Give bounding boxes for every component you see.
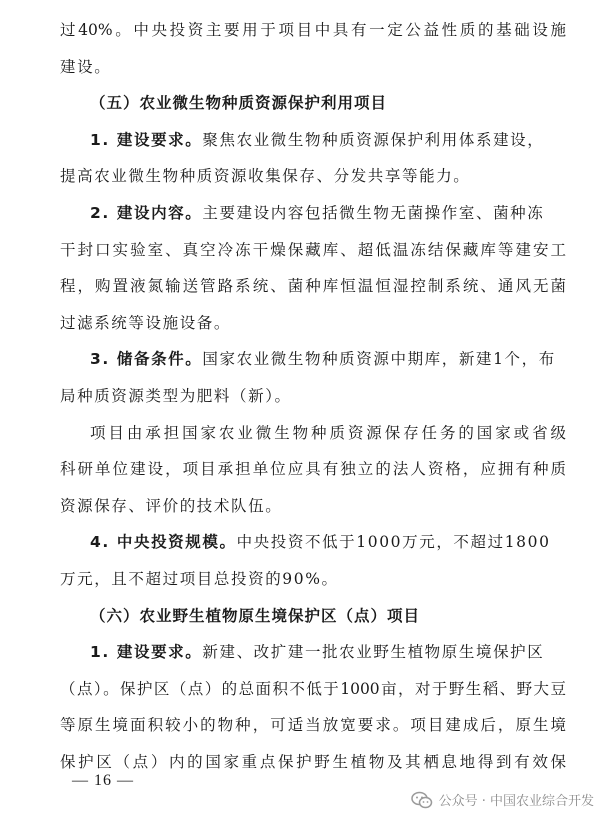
text-line: 等原生境面积较小的物种，可适当放宽要求。项目建成后，原生境	[60, 716, 566, 735]
item-heading: 2. 建设内容。	[90, 203, 203, 222]
text-line: （点）。保护区（点）的总面积不低于1000亩，对于野生稻、野大豆	[60, 679, 566, 698]
text-line: 过滤系统等设施设备。	[60, 313, 232, 332]
text-line: 万元，且不超过项目总投资的90%。	[60, 569, 339, 588]
page-number: — 16 —	[72, 772, 134, 789]
watermark-text: 公众号 · 中国农业综合开发	[438, 794, 594, 809]
text-line: 建设。	[60, 57, 112, 76]
item-text: 中央投资不低于1000万元，不超过1800	[236, 533, 551, 552]
item-heading: 4. 中央投资规模。	[90, 533, 237, 552]
item-text: 主要建设内容包括微生物无菌操作室、菌种冻	[202, 203, 545, 222]
item-text: 新建、改扩建一批农业野生植物原生境保护区	[202, 643, 545, 662]
text-line: 干封口实验室、真空冷冻干燥保藏库、超低温冻结保藏库等建安工	[60, 240, 566, 259]
text-line: （五）农业微生物种质资源保护利用项目	[90, 94, 388, 113]
text-line: 过40%。中央投资主要用于项目中具有一定公益性质的基础设施	[60, 21, 566, 39]
text-line: 资源保存、评价的技术队伍。	[60, 496, 283, 515]
item-text: 聚焦农业微生物种质资源保护利用体系建设，	[202, 130, 545, 149]
document-body	[60, 12, 566, 780]
text-line: 程，购置液氮输送管路系统、菌种库恒温恒湿控制系统、通风无菌	[60, 277, 566, 296]
text-line	[60, 195, 566, 232]
item-text: 国家农业微生物种质资源中期库，新建1个，布	[202, 350, 556, 369]
text-line: 局种质资源类型为肥料（新）。	[60, 386, 292, 405]
watermark	[411, 790, 594, 809]
text-line: 提高农业微生物种质资源收集保存、分发共享等能力。	[60, 167, 471, 186]
item-heading: 3. 储备条件。	[90, 350, 203, 369]
text-line	[60, 634, 566, 671]
wechat-icon	[411, 791, 433, 809]
text-line: 项目由承担国家农业微生物种质资源保存任务的国家或省级	[90, 423, 566, 442]
text-line	[60, 341, 566, 378]
text-line	[60, 524, 566, 561]
text-line: 科研单位建设，项目承担单位应具有独立的法人资格，应拥有种质	[60, 460, 566, 479]
text-line: （六）农业野生植物原生境保护区（点）项目	[90, 606, 421, 625]
item-heading: 1. 建设要求。	[90, 643, 203, 662]
item-heading: 1. 建设要求。	[90, 130, 203, 149]
text-line	[60, 122, 566, 159]
text-line: 保护区（点）内的国家重点保护野生植物及其栖息地得到有效保	[60, 752, 566, 771]
